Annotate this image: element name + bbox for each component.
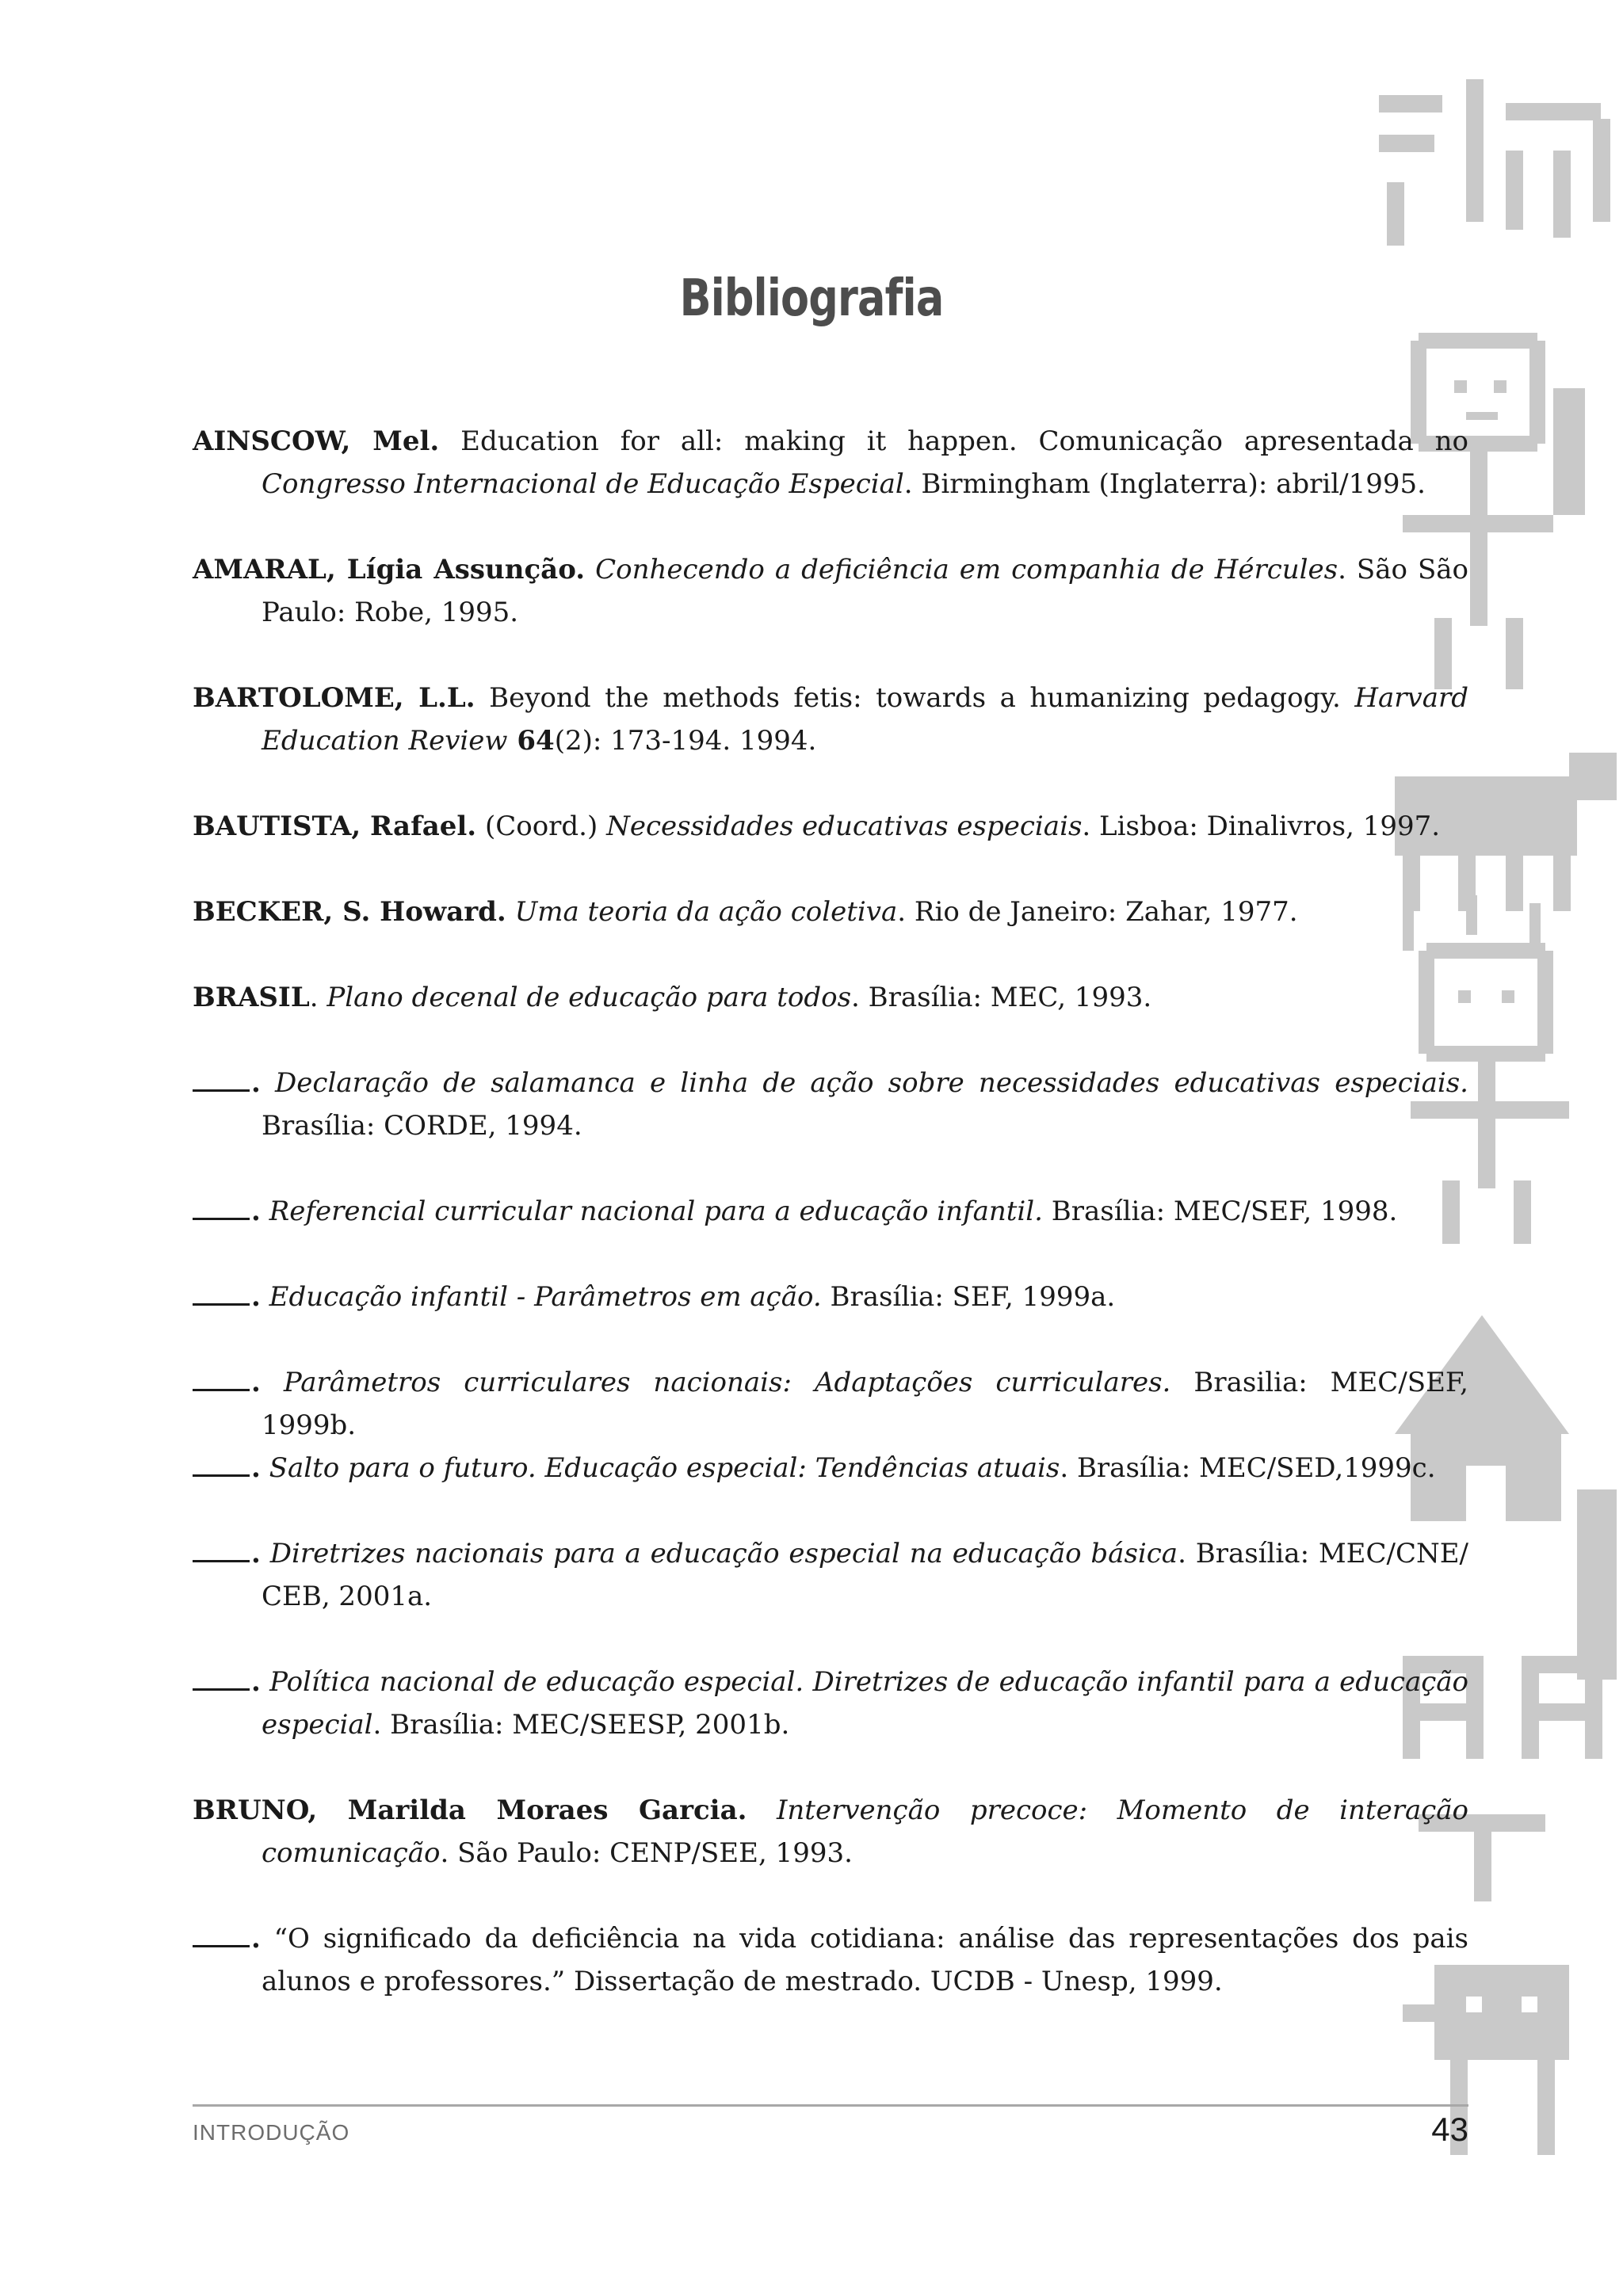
page-number: 43: [1431, 2111, 1468, 2148]
repeat-author-dash: [193, 1533, 250, 1562]
footer-divider: [193, 2104, 1468, 2107]
repeat-author-dash: [193, 1447, 250, 1477]
list-item: . Diretrizes nacionais para a educação especial na educação básica. Brasília: MEC/CNE/ CEB, 2001a.: [193, 1532, 1468, 1618]
repeat-author-dash: [193, 1918, 250, 1947]
repeat-author-dash: [193, 1661, 250, 1691]
list-item: . Declaração de salamanca e linha de ação sobre necessidades educativas especiais. Brasília: CORDE, 1994.: [193, 1062, 1468, 1147]
list-item: BRUNO, Marilda Moraes Garcia. Intervenção precoce: Momento de interação comunicação. São Paulo: CENP/SEE, 1993.: [193, 1794, 1469, 1869]
list-item: . Referencial curricular nacional para a educação infantil. Brasília: MEC/SEF, 1998.: [193, 1190, 1468, 1233]
list-item: AINSCOW, Mel. Education for all: making it happen. Comunicação apresentada no Congresso Internacional de Educação Especial. Birmingham (Inglaterra): abril/1995.: [193, 425, 1468, 500]
list-item: . “O significado da deficiência na vida cotidiana: análise das representações dos pais alunos e professores.” Dissertação de mestrado. UCDB - Unesp, 1999.: [193, 1917, 1468, 2003]
repeat-author-dash: [193, 1276, 250, 1306]
list-item: . Educação infantil - Parâmetros em ação. Brasília: SEF, 1999a.: [193, 1276, 1468, 1318]
list-item: . Salto para o futuro. Educação especial: Tendências atuais. Brasília: MEC/SED,1999c.: [193, 1447, 1468, 1489]
list-item: . Política nacional de educação especial. Diretrizes de educação infantil para a educação especial. Brasília: MEC/SEESP, 2001b.: [193, 1661, 1468, 1746]
repeat-author-dash: [193, 1191, 250, 1220]
footer-section-label: INTRODUÇÃO: [193, 2120, 350, 2145]
repeat-author-dash: [193, 1062, 250, 1092]
list-item: BECKER, S. Howard. Uma teoria da ação coletiva. Rio de Janeiro: Zahar, 1977.: [193, 896, 1298, 928]
list-item: AMARAL, Lígia Assunção. Conhecendo a deficiência em companhia de Hércules. São São Paulo: Robe, 1995.: [193, 554, 1468, 628]
list-item: BRASIL. Plano decenal de educação para todos. Brasília: MEC, 1993.: [193, 982, 1152, 1013]
list-item: . Parâmetros curriculares nacionais: Adaptações curriculares. Brasilia: MEC/SEF, 1999b.: [193, 1361, 1468, 1447]
repeat-author-dash: [193, 1362, 250, 1391]
page-title: Bibliografia: [679, 269, 944, 328]
list-item: BARTOLOME, L.L. Beyond the methods fetis: towards a humanizing pedagogy. Harvard Education Review 64(2): 173-194. 1994.: [193, 682, 1468, 757]
list-item: BAUTISTA, Rafael. (Coord.) Necessidades educativas especiais. Lisboa: Dinalivros, 1997.: [193, 810, 1441, 842]
